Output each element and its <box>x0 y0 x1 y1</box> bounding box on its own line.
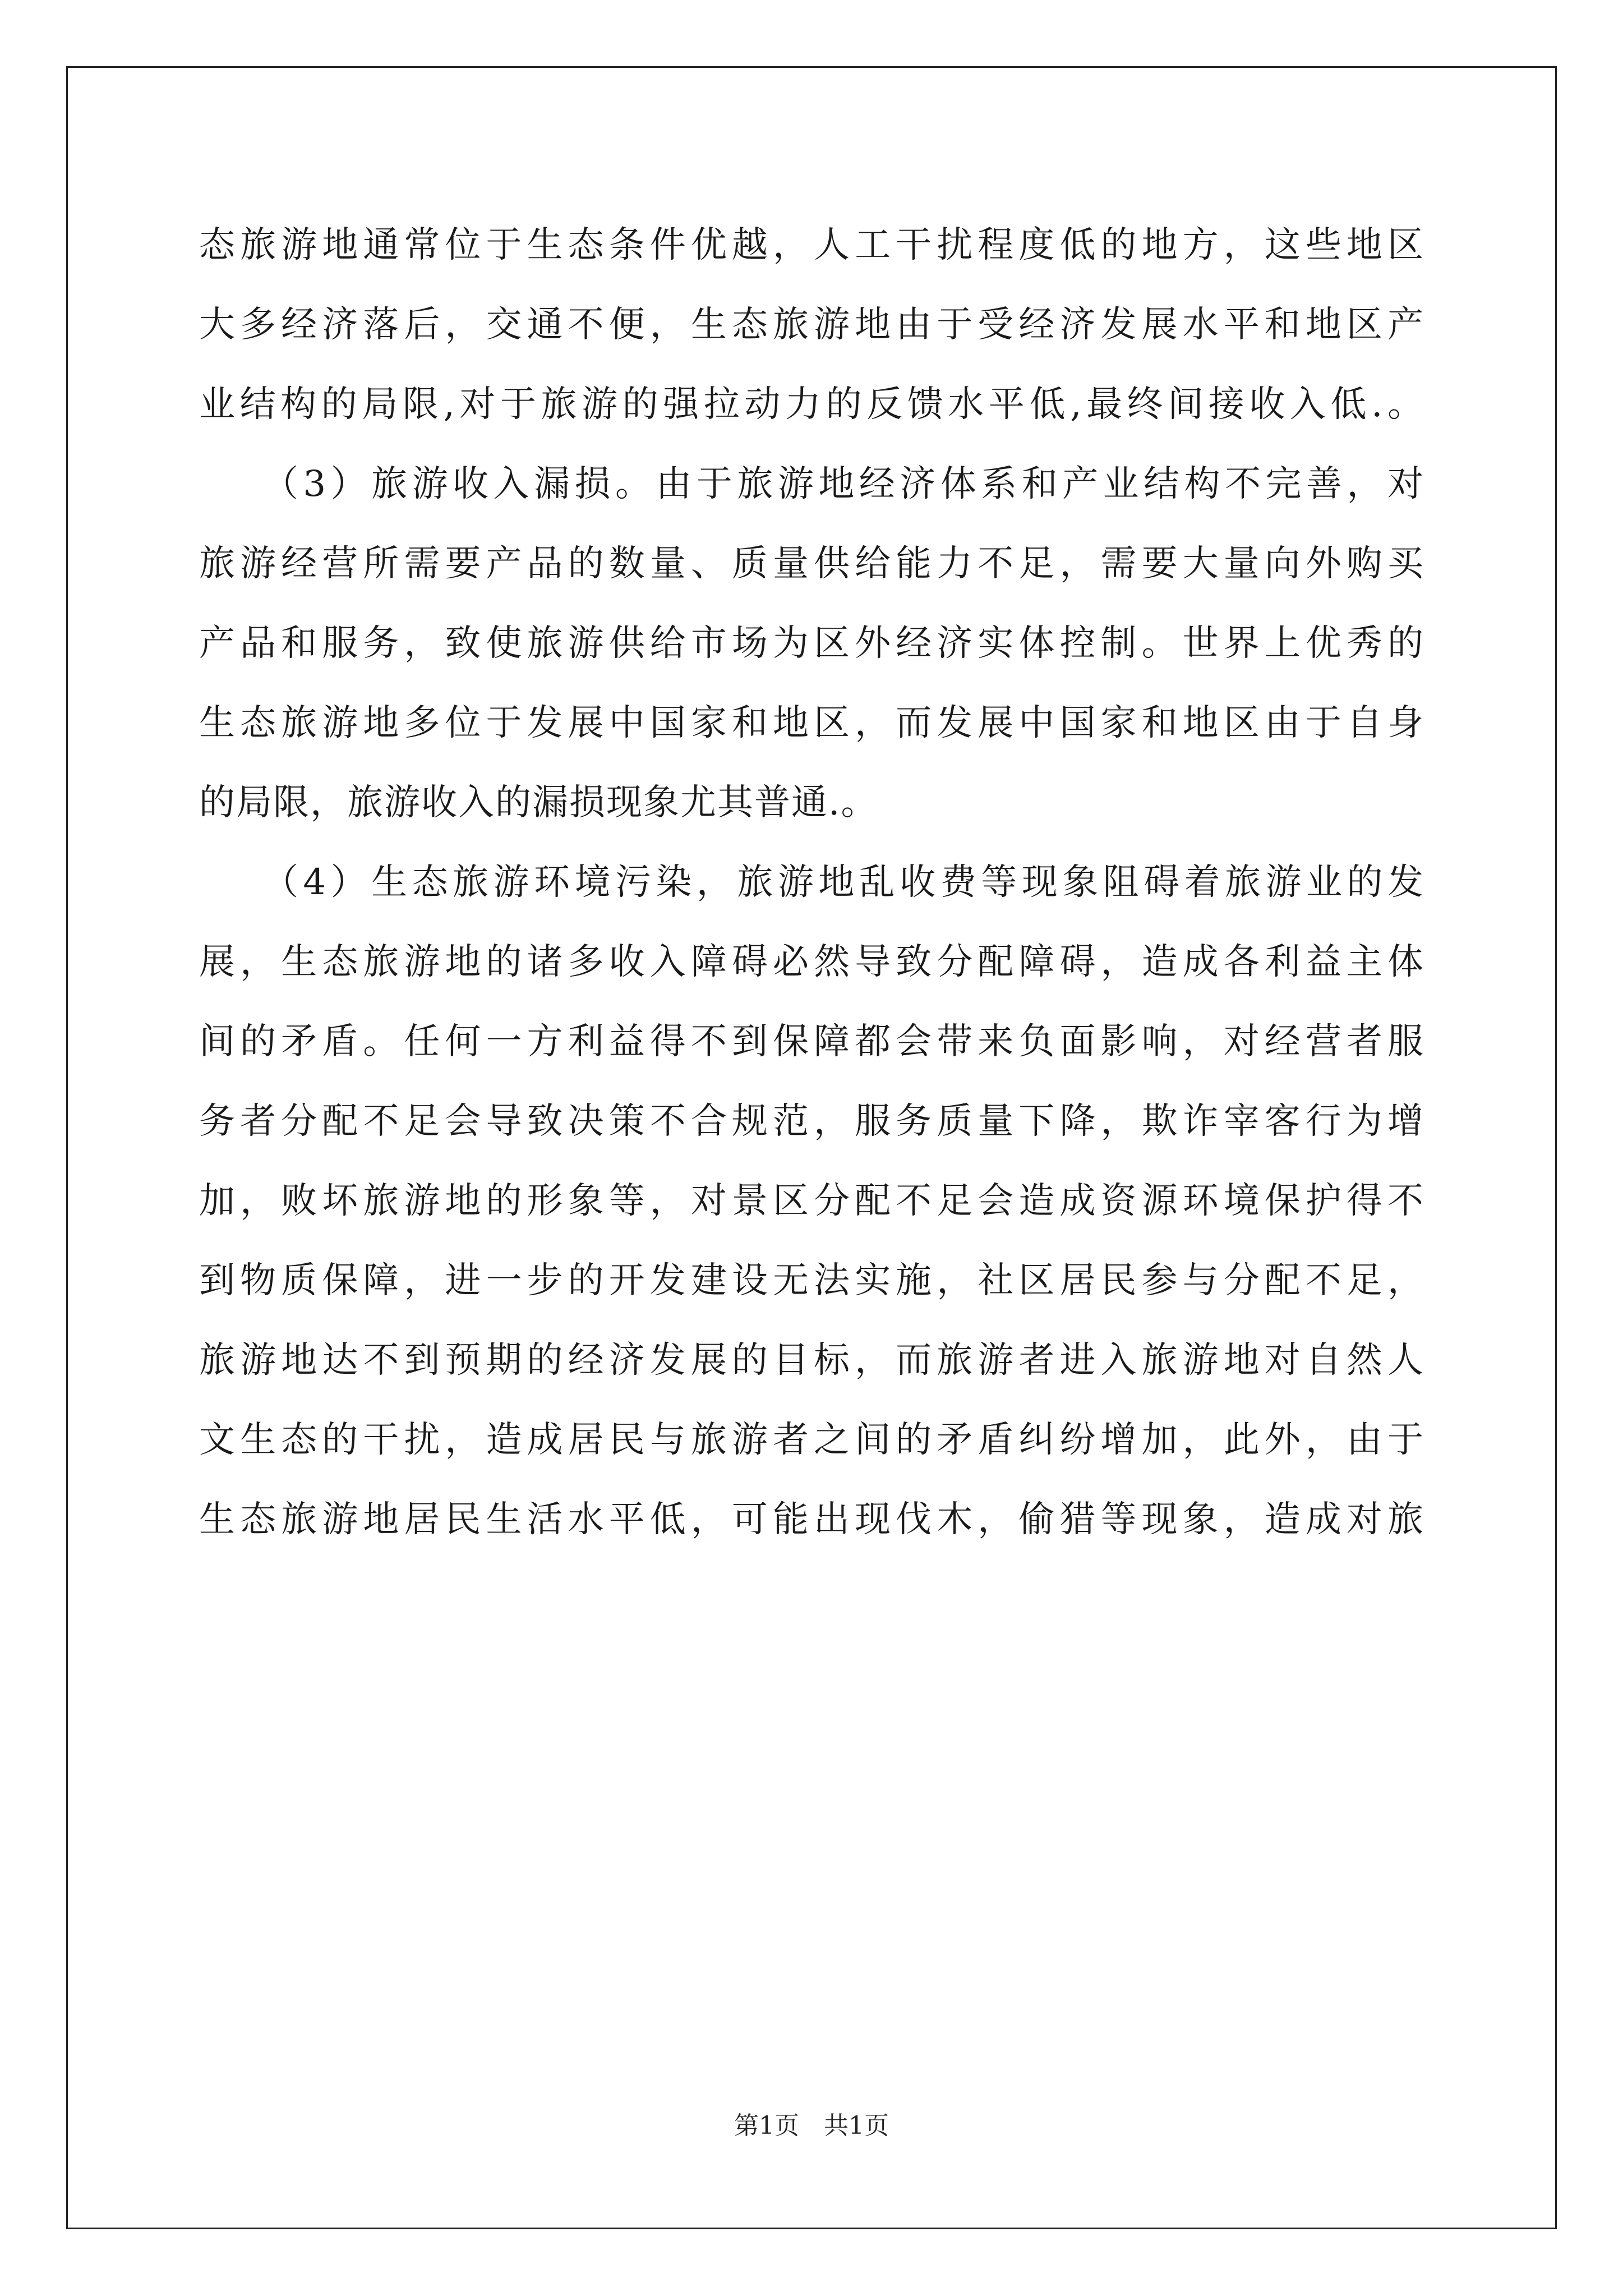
body-line: 展，生态旅游地的诸多收入障碍必然导致分配障碍，造成各利益主体 <box>199 941 1424 983</box>
body-line: 产品和服务，致使旅游供给市场为区外经济实体控制。世界上优秀的 <box>199 623 1424 664</box>
body-line: 生态旅游地居民生活水平低，可能出现伐木，偷猎等现象，造成对旅 <box>199 1499 1424 1540</box>
document-body <box>199 205 1424 1559</box>
body-line: 态旅游地通常位于生态条件优越，人工干扰程度低的地方，这些地区 <box>199 224 1424 266</box>
body-line: 旅游经营所需要产品的数量、质量供给能力不足，需要大量向外购买 <box>199 543 1424 585</box>
body-line: 的局限，旅游收入的漏损现象尤其普通.。 <box>199 782 878 823</box>
body-line: （3）旅游收入漏损。由于旅游地经济体系和产业结构不完善，对 <box>199 463 1424 505</box>
body-line: 务者分配不足会导致决策不合规范，服务质量下降，欺诈宰客行为增 <box>199 1101 1424 1142</box>
body-line: 业结构的局限,对于旅游的强拉动力的反馈水平低,最终间接收入低.。 <box>199 384 1424 425</box>
body-line: 间的矛盾。任何一方利益得不到保障都会带来负面影响，对经营者服 <box>199 1021 1424 1062</box>
body-line: （4）生态旅游环境污染，旅游地乱收费等现象阻碍着旅游业的发 <box>199 862 1424 903</box>
body-line: 到物质保障，进一步的开发建设无法实施，社区居民参与分配不足， <box>199 1260 1424 1301</box>
body-line: 大多经济落后，交通不便，生态旅游地由于受经济发展水平和地区产 <box>199 304 1424 346</box>
body-line: 生态旅游地多位于发展中国家和地区，而发展中国家和地区由于自身 <box>199 702 1424 744</box>
body-line: 加，败坏旅游地的形象等，对景区分配不足会造成资源环境保护得不 <box>199 1180 1424 1222</box>
page-number-footer: 第1页 共1页 <box>734 2111 889 2140</box>
body-line: 文生态的干扰，造成居民与旅游者之间的矛盾纠纷增加，此外，由于 <box>199 1419 1424 1461</box>
body-line: 旅游地达不到预期的经济发展的目标，而旅游者进入旅游地对自然人 <box>199 1340 1424 1381</box>
